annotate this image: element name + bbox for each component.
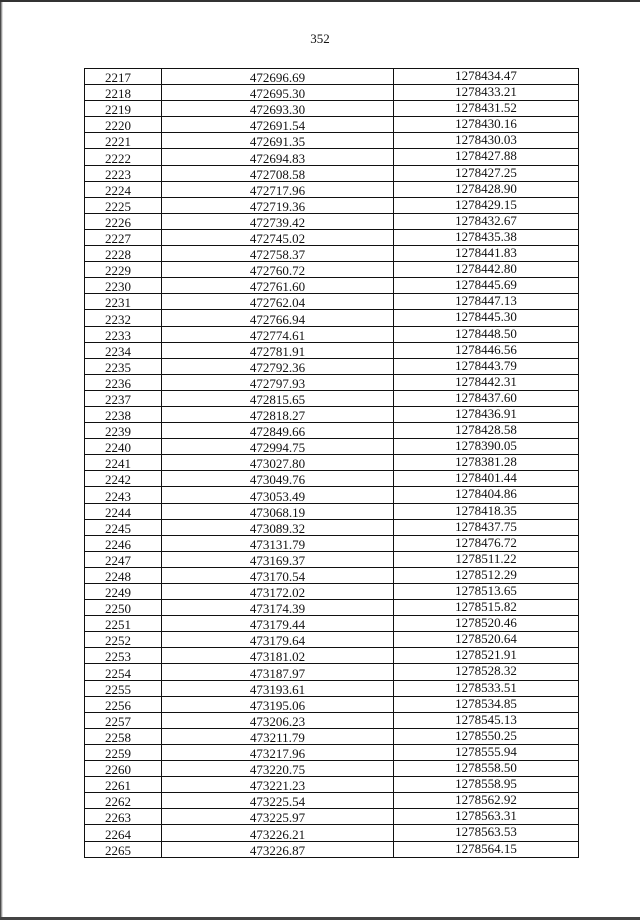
table-row — [85, 149, 579, 165]
point-number-cell: 2238 — [85, 406, 162, 422]
y-coordinate-cell: 1278521.91 — [394, 648, 579, 664]
table-row — [85, 278, 579, 294]
x-coordinate-cell: 473131.79 — [162, 535, 394, 551]
point-number-cell: 2264 — [85, 825, 162, 841]
y-coordinate-cell: 1278564.15 — [394, 841, 579, 857]
table-row — [85, 777, 579, 793]
y-coordinate-cell: 1278434.47 — [394, 69, 579, 85]
y-coordinate-cell: 1278533.51 — [394, 680, 579, 696]
table-row — [85, 439, 579, 455]
y-coordinate-cell: 1278428.58 — [394, 423, 579, 439]
table-row — [85, 519, 579, 535]
table-row — [85, 535, 579, 551]
x-coordinate-cell: 473220.75 — [162, 761, 394, 777]
table-row — [85, 133, 579, 149]
table-row — [85, 423, 579, 439]
point-number-cell: 2255 — [85, 680, 162, 696]
point-number-cell: 2252 — [85, 632, 162, 648]
table-row — [85, 342, 579, 358]
table-row — [85, 85, 579, 101]
point-number-cell: 2261 — [85, 777, 162, 793]
point-number-cell: 2241 — [85, 455, 162, 471]
point-number-cell: 2256 — [85, 696, 162, 712]
table-row — [85, 761, 579, 777]
table-row — [85, 117, 579, 133]
x-coordinate-cell: 472774.61 — [162, 326, 394, 342]
x-coordinate-cell: 472766.94 — [162, 310, 394, 326]
y-coordinate-cell: 1278446.56 — [394, 342, 579, 358]
point-number-cell: 2251 — [85, 616, 162, 632]
coordinates-table-body — [85, 69, 579, 858]
y-coordinate-cell: 1278404.86 — [394, 487, 579, 503]
point-number-cell: 2242 — [85, 471, 162, 487]
point-number-cell: 2232 — [85, 310, 162, 326]
x-coordinate-cell: 472717.96 — [162, 181, 394, 197]
table-row — [85, 326, 579, 342]
point-number-cell: 2222 — [85, 149, 162, 165]
table-row — [85, 551, 579, 567]
y-coordinate-cell: 1278430.16 — [394, 117, 579, 133]
point-number-cell: 2218 — [85, 85, 162, 101]
point-number-cell: 2260 — [85, 761, 162, 777]
y-coordinate-cell: 1278515.82 — [394, 600, 579, 616]
y-coordinate-cell: 1278432.67 — [394, 213, 579, 229]
point-number-cell: 2254 — [85, 664, 162, 680]
point-number-cell: 2224 — [85, 181, 162, 197]
y-coordinate-cell: 1278520.64 — [394, 632, 579, 648]
x-coordinate-cell: 472708.58 — [162, 165, 394, 181]
y-coordinate-cell: 1278381.28 — [394, 455, 579, 471]
table-row — [85, 632, 579, 648]
y-coordinate-cell: 1278427.88 — [394, 149, 579, 165]
y-coordinate-cell: 1278430.03 — [394, 133, 579, 149]
y-coordinate-cell: 1278558.50 — [394, 761, 579, 777]
point-number-cell: 2253 — [85, 648, 162, 664]
point-number-cell: 2226 — [85, 213, 162, 229]
y-coordinate-cell: 1278447.13 — [394, 294, 579, 310]
point-number-cell: 2223 — [85, 165, 162, 181]
point-number-cell: 2265 — [85, 841, 162, 857]
table-row — [85, 455, 579, 471]
y-coordinate-cell: 1278520.46 — [394, 616, 579, 632]
point-number-cell: 2240 — [85, 439, 162, 455]
x-coordinate-cell: 472691.54 — [162, 117, 394, 133]
y-coordinate-cell: 1278435.38 — [394, 229, 579, 245]
x-coordinate-cell: 473068.19 — [162, 503, 394, 519]
table-row — [85, 809, 579, 825]
page-number: 352 — [310, 31, 330, 46]
point-number-cell: 2263 — [85, 809, 162, 825]
table-row — [85, 825, 579, 841]
x-coordinate-cell: 472745.02 — [162, 229, 394, 245]
x-coordinate-cell: 473225.97 — [162, 809, 394, 825]
y-coordinate-cell: 1278562.92 — [394, 793, 579, 809]
point-number-cell: 2225 — [85, 197, 162, 213]
x-coordinate-cell: 472818.27 — [162, 406, 394, 422]
table-row — [85, 294, 579, 310]
x-coordinate-cell: 473221.23 — [162, 777, 394, 793]
table-row — [85, 213, 579, 229]
y-coordinate-cell: 1278528.32 — [394, 664, 579, 680]
y-coordinate-cell: 1278390.05 — [394, 439, 579, 455]
x-coordinate-cell: 473049.76 — [162, 471, 394, 487]
x-coordinate-cell: 473187.97 — [162, 664, 394, 680]
x-coordinate-cell: 473179.64 — [162, 632, 394, 648]
table-row — [85, 406, 579, 422]
point-number-cell: 2229 — [85, 262, 162, 278]
x-coordinate-cell: 473174.39 — [162, 600, 394, 616]
point-number-cell: 2219 — [85, 101, 162, 117]
y-coordinate-cell: 1278443.79 — [394, 358, 579, 374]
y-coordinate-cell: 1278476.72 — [394, 535, 579, 551]
point-number-cell: 2262 — [85, 793, 162, 809]
y-coordinate-cell: 1278545.13 — [394, 712, 579, 728]
point-number-cell: 2237 — [85, 390, 162, 406]
table-row — [85, 197, 579, 213]
x-coordinate-cell: 472797.93 — [162, 374, 394, 390]
table-row — [85, 503, 579, 519]
table-row — [85, 229, 579, 245]
point-number-cell: 2258 — [85, 728, 162, 744]
x-coordinate-cell: 472691.35 — [162, 133, 394, 149]
x-coordinate-cell: 472781.91 — [162, 342, 394, 358]
point-number-cell: 2243 — [85, 487, 162, 503]
scan-edge-top — [0, 0, 640, 2]
point-number-cell: 2236 — [85, 374, 162, 390]
table-row — [85, 358, 579, 374]
y-coordinate-cell: 1278448.50 — [394, 326, 579, 342]
y-coordinate-cell: 1278429.15 — [394, 197, 579, 213]
y-coordinate-cell: 1278558.95 — [394, 777, 579, 793]
x-coordinate-cell: 473169.37 — [162, 551, 394, 567]
table-row — [85, 712, 579, 728]
table-row — [85, 262, 579, 278]
y-coordinate-cell: 1278401.44 — [394, 471, 579, 487]
point-number-cell: 2259 — [85, 744, 162, 760]
point-number-cell: 2245 — [85, 519, 162, 535]
table-row — [85, 471, 579, 487]
x-coordinate-cell: 472760.72 — [162, 262, 394, 278]
x-coordinate-cell: 472994.75 — [162, 439, 394, 455]
x-coordinate-cell: 473226.21 — [162, 825, 394, 841]
y-coordinate-cell: 1278433.21 — [394, 85, 579, 101]
table-row — [85, 246, 579, 262]
x-coordinate-cell: 472694.83 — [162, 149, 394, 165]
table-row — [85, 165, 579, 181]
table-row — [85, 101, 579, 117]
y-coordinate-cell: 1278563.53 — [394, 825, 579, 841]
x-coordinate-cell: 472762.04 — [162, 294, 394, 310]
x-coordinate-cell: 473170.54 — [162, 567, 394, 583]
point-number-cell: 2231 — [85, 294, 162, 310]
y-coordinate-cell: 1278442.31 — [394, 374, 579, 390]
x-coordinate-cell: 473193.61 — [162, 680, 394, 696]
point-number-cell: 2248 — [85, 567, 162, 583]
y-coordinate-cell: 1278441.83 — [394, 246, 579, 262]
x-coordinate-cell: 472761.60 — [162, 278, 394, 294]
point-number-cell: 2228 — [85, 246, 162, 262]
y-coordinate-cell: 1278437.75 — [394, 519, 579, 535]
y-coordinate-cell: 1278563.31 — [394, 809, 579, 825]
x-coordinate-cell: 472758.37 — [162, 246, 394, 262]
x-coordinate-cell: 473181.02 — [162, 648, 394, 664]
table-row — [85, 567, 579, 583]
x-coordinate-cell: 472695.30 — [162, 85, 394, 101]
point-number-cell: 2227 — [85, 229, 162, 245]
y-coordinate-cell: 1278442.80 — [394, 262, 579, 278]
table-row — [85, 744, 579, 760]
y-coordinate-cell: 1278445.30 — [394, 310, 579, 326]
x-coordinate-cell: 472815.65 — [162, 390, 394, 406]
y-coordinate-cell: 1278511.22 — [394, 551, 579, 567]
x-coordinate-cell: 472739.42 — [162, 213, 394, 229]
y-coordinate-cell: 1278512.29 — [394, 567, 579, 583]
y-coordinate-cell: 1278555.94 — [394, 744, 579, 760]
point-number-cell: 2239 — [85, 423, 162, 439]
table-row — [85, 696, 579, 712]
y-coordinate-cell: 1278550.25 — [394, 728, 579, 744]
y-coordinate-cell: 1278534.85 — [394, 696, 579, 712]
x-coordinate-cell: 473027.80 — [162, 455, 394, 471]
x-coordinate-cell: 473053.49 — [162, 487, 394, 503]
y-coordinate-cell: 1278445.69 — [394, 278, 579, 294]
scan-edge-left — [0, 0, 3, 920]
point-number-cell: 2221 — [85, 133, 162, 149]
table-row — [85, 390, 579, 406]
y-coordinate-cell: 1278436.91 — [394, 406, 579, 422]
x-coordinate-cell: 472696.69 — [162, 69, 394, 85]
x-coordinate-cell: 473179.44 — [162, 616, 394, 632]
point-number-cell: 2217 — [85, 69, 162, 85]
x-coordinate-cell: 473225.54 — [162, 793, 394, 809]
table-row — [85, 181, 579, 197]
point-number-cell: 2247 — [85, 551, 162, 567]
table-row — [85, 600, 579, 616]
x-coordinate-cell: 472693.30 — [162, 101, 394, 117]
x-coordinate-cell: 473217.96 — [162, 744, 394, 760]
coordinates-table — [84, 68, 579, 858]
table-row — [85, 487, 579, 503]
point-number-cell: 2244 — [85, 503, 162, 519]
point-number-cell: 2246 — [85, 535, 162, 551]
point-number-cell: 2249 — [85, 584, 162, 600]
point-number-cell: 2230 — [85, 278, 162, 294]
y-coordinate-cell: 1278437.60 — [394, 390, 579, 406]
x-coordinate-cell: 473195.06 — [162, 696, 394, 712]
x-coordinate-cell: 473211.79 — [162, 728, 394, 744]
table-row — [85, 728, 579, 744]
table-row — [85, 841, 579, 857]
point-number-cell: 2233 — [85, 326, 162, 342]
point-number-cell: 2250 — [85, 600, 162, 616]
y-coordinate-cell: 1278513.65 — [394, 584, 579, 600]
x-coordinate-cell: 472792.36 — [162, 358, 394, 374]
table-row — [85, 616, 579, 632]
x-coordinate-cell: 472719.36 — [162, 197, 394, 213]
point-number-cell: 2235 — [85, 358, 162, 374]
y-coordinate-cell: 1278431.52 — [394, 101, 579, 117]
y-coordinate-cell: 1278418.35 — [394, 503, 579, 519]
x-coordinate-cell: 473089.32 — [162, 519, 394, 535]
table-row — [85, 648, 579, 664]
table-row — [85, 664, 579, 680]
point-number-cell: 2220 — [85, 117, 162, 133]
table-row — [85, 793, 579, 809]
point-number-cell: 2234 — [85, 342, 162, 358]
point-number-cell: 2257 — [85, 712, 162, 728]
table-row — [85, 310, 579, 326]
x-coordinate-cell: 473206.23 — [162, 712, 394, 728]
y-coordinate-cell: 1278428.90 — [394, 181, 579, 197]
x-coordinate-cell: 472849.66 — [162, 423, 394, 439]
x-coordinate-cell: 473172.02 — [162, 584, 394, 600]
x-coordinate-cell: 473226.87 — [162, 841, 394, 857]
table-row — [85, 69, 579, 85]
table-row — [85, 374, 579, 390]
y-coordinate-cell: 1278427.25 — [394, 165, 579, 181]
table-row — [85, 584, 579, 600]
table-row — [85, 680, 579, 696]
